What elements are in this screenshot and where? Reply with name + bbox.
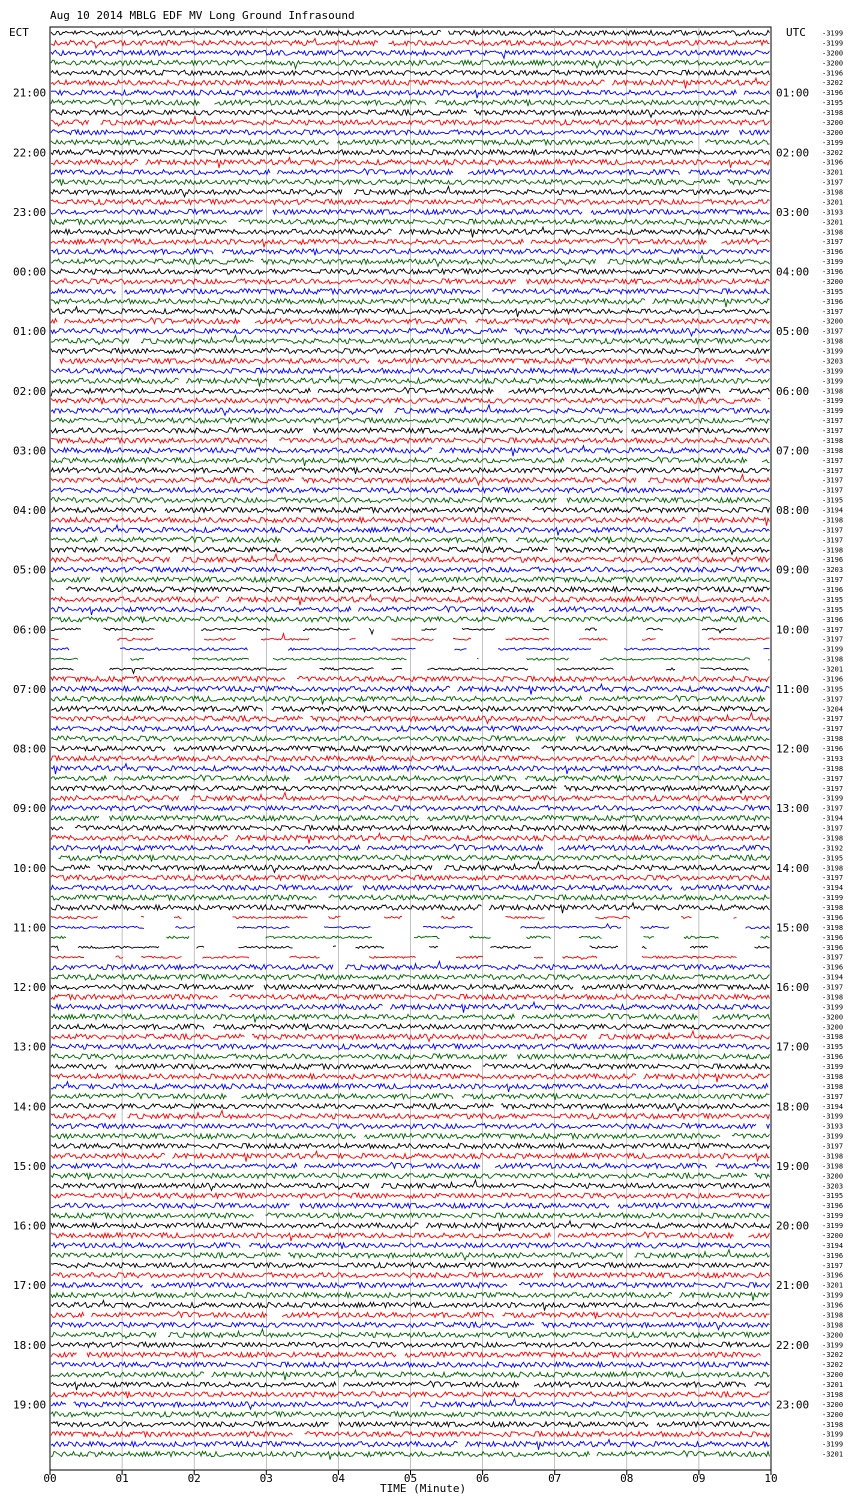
trace-offset-label: -3200 (822, 1410, 844, 1419)
trace-offset-label: -3196 (822, 158, 844, 167)
trace-offset-label: -3199 (822, 29, 844, 38)
trace-offset-label: -3193 (822, 754, 844, 763)
x-tick-label: 04 (331, 1472, 346, 1485)
trace-offset-label: -3196 (822, 268, 844, 276)
right-hour-label: 12:00 (776, 742, 810, 756)
trace-line (59, 855, 770, 861)
trace-offset-label: -3197 (822, 486, 844, 495)
trace-offset-label: -3197 (822, 238, 844, 247)
trace-offset-label: -3197 (822, 953, 844, 962)
trace-offset-label: -3199 (822, 1222, 844, 1230)
trace-offset-label: -3199 (822, 138, 844, 147)
right-hour-label: 07:00 (776, 444, 810, 458)
left-hour-label: 09:00 (13, 802, 47, 816)
left-axis-label: ECT (9, 26, 29, 39)
left-hour-label: 08:00 (13, 742, 47, 756)
trace-offset-label: -3194 (822, 814, 844, 823)
trace-offset-label: -3199 (822, 1341, 844, 1350)
trace-offset-label: -3201 (822, 168, 844, 177)
left-hour-label: 18:00 (13, 1338, 47, 1352)
trace-offset-label: -3204 (822, 705, 844, 714)
trace-offset-label: -3198 (822, 834, 844, 843)
trace-offset-label: -3198 (822, 655, 844, 664)
trace-offset-label: -3198 (822, 1152, 844, 1161)
trace-offset-label: -3197 (822, 725, 844, 734)
x-tick-label: 09 (692, 1472, 706, 1485)
trace-line (51, 916, 737, 918)
trace-line (51, 1082, 768, 1092)
trace-offset-label: -3198 (822, 228, 844, 237)
trace-offset-label: -3196 (822, 615, 844, 624)
right-hour-label: 01:00 (776, 86, 810, 100)
trace-offset-label: -3197 (822, 715, 844, 724)
trace-offset-label: -3196 (822, 69, 844, 78)
trace-offset-label: -3198 (822, 1072, 844, 1081)
left-hour-label: 17:00 (13, 1279, 47, 1293)
x-tick-label: 02 (187, 1472, 201, 1485)
right-hour-label: 19:00 (776, 1159, 810, 1173)
right-axis-label: UTC (786, 26, 806, 39)
trace-offset-label: -3197 (822, 576, 844, 585)
trace-offset-label: -3198 (822, 923, 844, 932)
trace-offset-label: -3196 (822, 933, 844, 942)
trace-offset-label: -3200 (822, 128, 844, 137)
trace-offset-label: -3199 (822, 1132, 844, 1141)
left-hour-label: 00:00 (13, 265, 47, 279)
x-tick-label: 10 (764, 1472, 778, 1485)
trace-offset-label: -3194 (822, 1102, 844, 1111)
trace-offset-label: -3196 (822, 297, 844, 306)
trace-offset-label: -3197 (822, 784, 844, 793)
trace-offset-label: -3199 (822, 258, 844, 267)
trace-offset-label: -3195 (822, 854, 844, 863)
trace-offset-label: -3198 (822, 436, 844, 445)
trace-offset-label: -3196 (822, 1251, 844, 1260)
trace-offset-label: -3199 (822, 347, 844, 356)
trace-offset-label: -3198 (822, 1162, 844, 1171)
trace-offset-label: -3199 (822, 894, 844, 903)
trace-offset-label: -3197 (822, 625, 844, 634)
left-hour-label: 11:00 (13, 921, 47, 935)
trace-offset-label: -3197 (822, 307, 844, 316)
trace-offset-label: -3198 (822, 904, 844, 912)
x-tick-label: 07 (548, 1472, 562, 1485)
trace-offset-label: -3199 (822, 1003, 844, 1012)
trace-offset-label: -3198 (822, 1082, 844, 1091)
trace-offset-label: -3201 (822, 1381, 844, 1389)
left-hour-label: 06:00 (13, 623, 47, 637)
left-hour-label: 10:00 (13, 861, 47, 875)
right-hour-label: 16:00 (776, 981, 810, 994)
trace-offset-label: -3200 (822, 1331, 844, 1340)
trace-line (51, 628, 755, 634)
x-axis-label: TIME (Minute) (380, 1482, 467, 1495)
trace-offset-label: -3196 (822, 1271, 844, 1280)
trace-offset-label: -3197 (822, 536, 844, 545)
trace-offset-label: -3198 (822, 993, 844, 1002)
right-hour-label: 08:00 (776, 504, 810, 517)
trace-offset-label: -3197 (822, 1092, 844, 1101)
trace-offset-label: -3196 (822, 89, 844, 98)
trace-line (51, 695, 765, 704)
x-tick-label: 05 (403, 1472, 418, 1485)
trace-offset-label: -3193 (822, 208, 844, 217)
trace-offset-label: -3201 (822, 1281, 844, 1290)
trace-offset-label: -3199 (822, 1291, 844, 1300)
trace-offset-label: -3197 (822, 1142, 844, 1151)
trace-offset-label: -3198 (822, 1321, 844, 1330)
trace-offset-label: -3199 (822, 1430, 844, 1439)
trace-offset-label: -3196 (822, 1202, 844, 1211)
trace-offset-label: -3199 (822, 377, 844, 386)
trace-offset-label: -3197 (822, 178, 844, 187)
trace-offset-label: -3197 (822, 774, 844, 783)
trace-offset-label: -3196 (822, 913, 844, 922)
left-hour-label: 15:00 (13, 1159, 47, 1173)
x-tick-label: 01 (115, 1472, 129, 1485)
left-hour-label: 03:00 (13, 444, 47, 458)
right-hour-label: 17:00 (776, 1040, 810, 1054)
left-hour-label: 12:00 (13, 981, 47, 994)
trace-offset-label: -3199 (822, 1112, 844, 1121)
trace-offset-label: -3198 (822, 387, 844, 396)
trace-offset-label: -3198 (822, 446, 844, 455)
trace-offset-label: -3200 (822, 1231, 844, 1240)
trace-line (51, 668, 749, 674)
trace-offset-label: -3196 (822, 675, 844, 684)
trace-offset-label: -3196 (822, 745, 844, 753)
trace-offset-label: -3198 (822, 764, 844, 773)
trace-offset-label: -3203 (822, 566, 844, 575)
trace-offset-label: -3196 (822, 1053, 844, 1062)
right-hour-label: 10:00 (776, 623, 810, 637)
trace-offset-label: -3194 (822, 1241, 844, 1250)
trace-offset-label: -3199 (822, 645, 844, 654)
trace-offset-label: -3197 (822, 983, 844, 992)
left-hour-label: 14:00 (13, 1100, 47, 1114)
trace-offset-label: -3197 (822, 466, 844, 475)
trace-offset-label: -3196 (822, 963, 844, 972)
trace-offset-label: -3199 (822, 39, 844, 48)
trace-offset-label: -3198 (822, 188, 844, 197)
left-hour-label: 22:00 (13, 146, 47, 160)
right-hour-label: 14:00 (776, 861, 810, 875)
trace-line (51, 956, 737, 959)
trace-offset-label: -3197 (822, 824, 844, 833)
trace-offset-label: -3200 (822, 317, 844, 326)
trace-offset-label: -3195 (822, 685, 844, 694)
trace-offset-label: -3195 (822, 496, 844, 505)
trace-offset-label: -3196 (822, 1301, 844, 1310)
trace-offset-label: -3201 (822, 665, 844, 674)
left-hour-label: 04:00 (13, 504, 47, 517)
trace-offset-label: -3200 (822, 1172, 844, 1181)
trace-offset-label: -3200 (822, 49, 844, 58)
trace-offset-label: -3200 (822, 1371, 844, 1380)
trace-offset-label: -3197 (822, 526, 844, 535)
trace-offset-label: -3195 (822, 595, 844, 604)
trace-offset-label: -3196 (822, 556, 844, 565)
trace-offset-label: -3198 (822, 1390, 844, 1399)
trace-offset-label: -3197 (822, 635, 844, 644)
right-hour-label: 03:00 (776, 205, 810, 219)
trace-offset-label: -3200 (822, 1013, 844, 1022)
trace-offset-label: -3197 (822, 695, 844, 704)
trace-offset-label: -3199 (822, 794, 844, 803)
x-tick-label: 06 (475, 1472, 490, 1485)
right-hour-label: 18:00 (776, 1100, 810, 1114)
right-hour-label: 22:00 (776, 1338, 810, 1352)
trace-offset-label: -3194 (822, 884, 844, 893)
trace-offset-label: -3200 (822, 277, 844, 286)
trace-offset-label: -3199 (822, 1063, 844, 1071)
trace-offset-label: -3198 (822, 735, 844, 744)
right-hour-label: 11:00 (776, 682, 810, 696)
right-hour-label: 06:00 (776, 384, 810, 398)
trace-offset-label: -3198 (822, 109, 844, 117)
trace-offset-label: -3196 (822, 943, 844, 952)
right-hour-label: 05:00 (776, 325, 810, 339)
x-tick-label: 00 (43, 1472, 57, 1485)
trace-offset-label: -3195 (822, 1192, 844, 1201)
trace-offset-label: -3195 (822, 99, 844, 108)
trace-offset-label: -3201 (822, 1450, 844, 1459)
left-hour-label: 07:00 (13, 682, 47, 696)
trace-offset-label: -3201 (822, 218, 844, 227)
trace-offset-label: -3200 (822, 1023, 844, 1032)
trace-offset-label: -3198 (822, 546, 844, 555)
right-hour-label: 09:00 (776, 563, 810, 577)
trace-offset-label: -3199 (822, 1212, 844, 1221)
right-hour-label: 23:00 (776, 1398, 810, 1412)
trace-offset-label: -3195 (822, 287, 844, 296)
trace-offset-label: -3197 (822, 327, 844, 336)
trace-offset-label: -3201 (822, 198, 844, 207)
trace-offset-label: -3198 (822, 1420, 844, 1429)
left-hour-label: 23:00 (13, 205, 47, 219)
left-hour-label: 05:00 (13, 563, 47, 577)
trace-offset-label: -3200 (822, 118, 844, 127)
trace-offset-label: -3198 (822, 337, 844, 346)
trace-offset-label: -3202 (822, 1361, 844, 1370)
trace-offset-label: -3194 (822, 973, 844, 982)
trace-offset-label: -3192 (822, 844, 844, 853)
trace-offset-label: -3197 (822, 1261, 844, 1270)
left-hour-label: 21:00 (13, 86, 47, 100)
trace-offset-label: -3195 (822, 605, 844, 614)
trace-offset-label: -3198 (822, 1311, 844, 1320)
right-hour-label: 02:00 (776, 146, 810, 160)
trace-offset-label: -3197 (822, 417, 844, 426)
trace-offset-label: -3202 (822, 79, 844, 88)
trace-offset-label: -3202 (822, 148, 844, 157)
trace-offset-label: -3196 (822, 248, 844, 257)
left-hour-label: 13:00 (13, 1040, 47, 1054)
trace-offset-label: -3197 (822, 874, 844, 883)
trace-offset-label: -3195 (822, 1043, 844, 1052)
trace-offset-label: -3198 (822, 1033, 844, 1042)
trace-offset-label: -3196 (822, 586, 844, 594)
trace-offset-label: -3199 (822, 367, 844, 376)
trace-offset-label: -3199 (822, 407, 844, 416)
trace-offset-label: -3197 (822, 804, 844, 813)
trace-offset-label: -3200 (822, 59, 844, 68)
trace-offset-label: -3199 (822, 397, 844, 406)
left-hour-label: 01:00 (13, 325, 47, 339)
chart-title: Aug 10 2014 MBLG EDF MV Long Ground Infrasound (50, 9, 355, 22)
left-hour-label: 02:00 (13, 384, 47, 398)
trace-offset-label: -3193 (822, 1122, 844, 1131)
left-hour-label: 16:00 (13, 1219, 47, 1233)
x-tick-label: 08 (620, 1472, 634, 1485)
trace-offset-label: -3194 (822, 506, 844, 515)
right-hour-label: 15:00 (776, 921, 810, 935)
trace-line (51, 1352, 761, 1357)
trace-offset-label: -3199 (822, 1440, 844, 1449)
right-hour-label: 20:00 (776, 1219, 810, 1233)
x-tick-label: 03 (259, 1472, 273, 1485)
trace-offset-label: -3197 (822, 456, 844, 465)
trace-offset-label: -3198 (822, 516, 844, 525)
trace-offset-label: -3197 (822, 476, 844, 485)
trace-offset-label: -3198 (822, 864, 844, 873)
right-hour-label: 13:00 (776, 802, 810, 816)
trace-offset-label: -3197 (822, 427, 844, 435)
right-hour-label: 04:00 (776, 265, 810, 279)
left-hour-label: 19:00 (13, 1398, 47, 1412)
trace-offset-label: -3202 (822, 1351, 844, 1360)
trace-offset-label: -3200 (822, 1400, 844, 1409)
trace-offset-label: -3203 (822, 1182, 844, 1191)
right-hour-label: 21:00 (776, 1279, 810, 1293)
trace-line (60, 358, 770, 363)
trace-offset-label: -3203 (822, 357, 844, 366)
